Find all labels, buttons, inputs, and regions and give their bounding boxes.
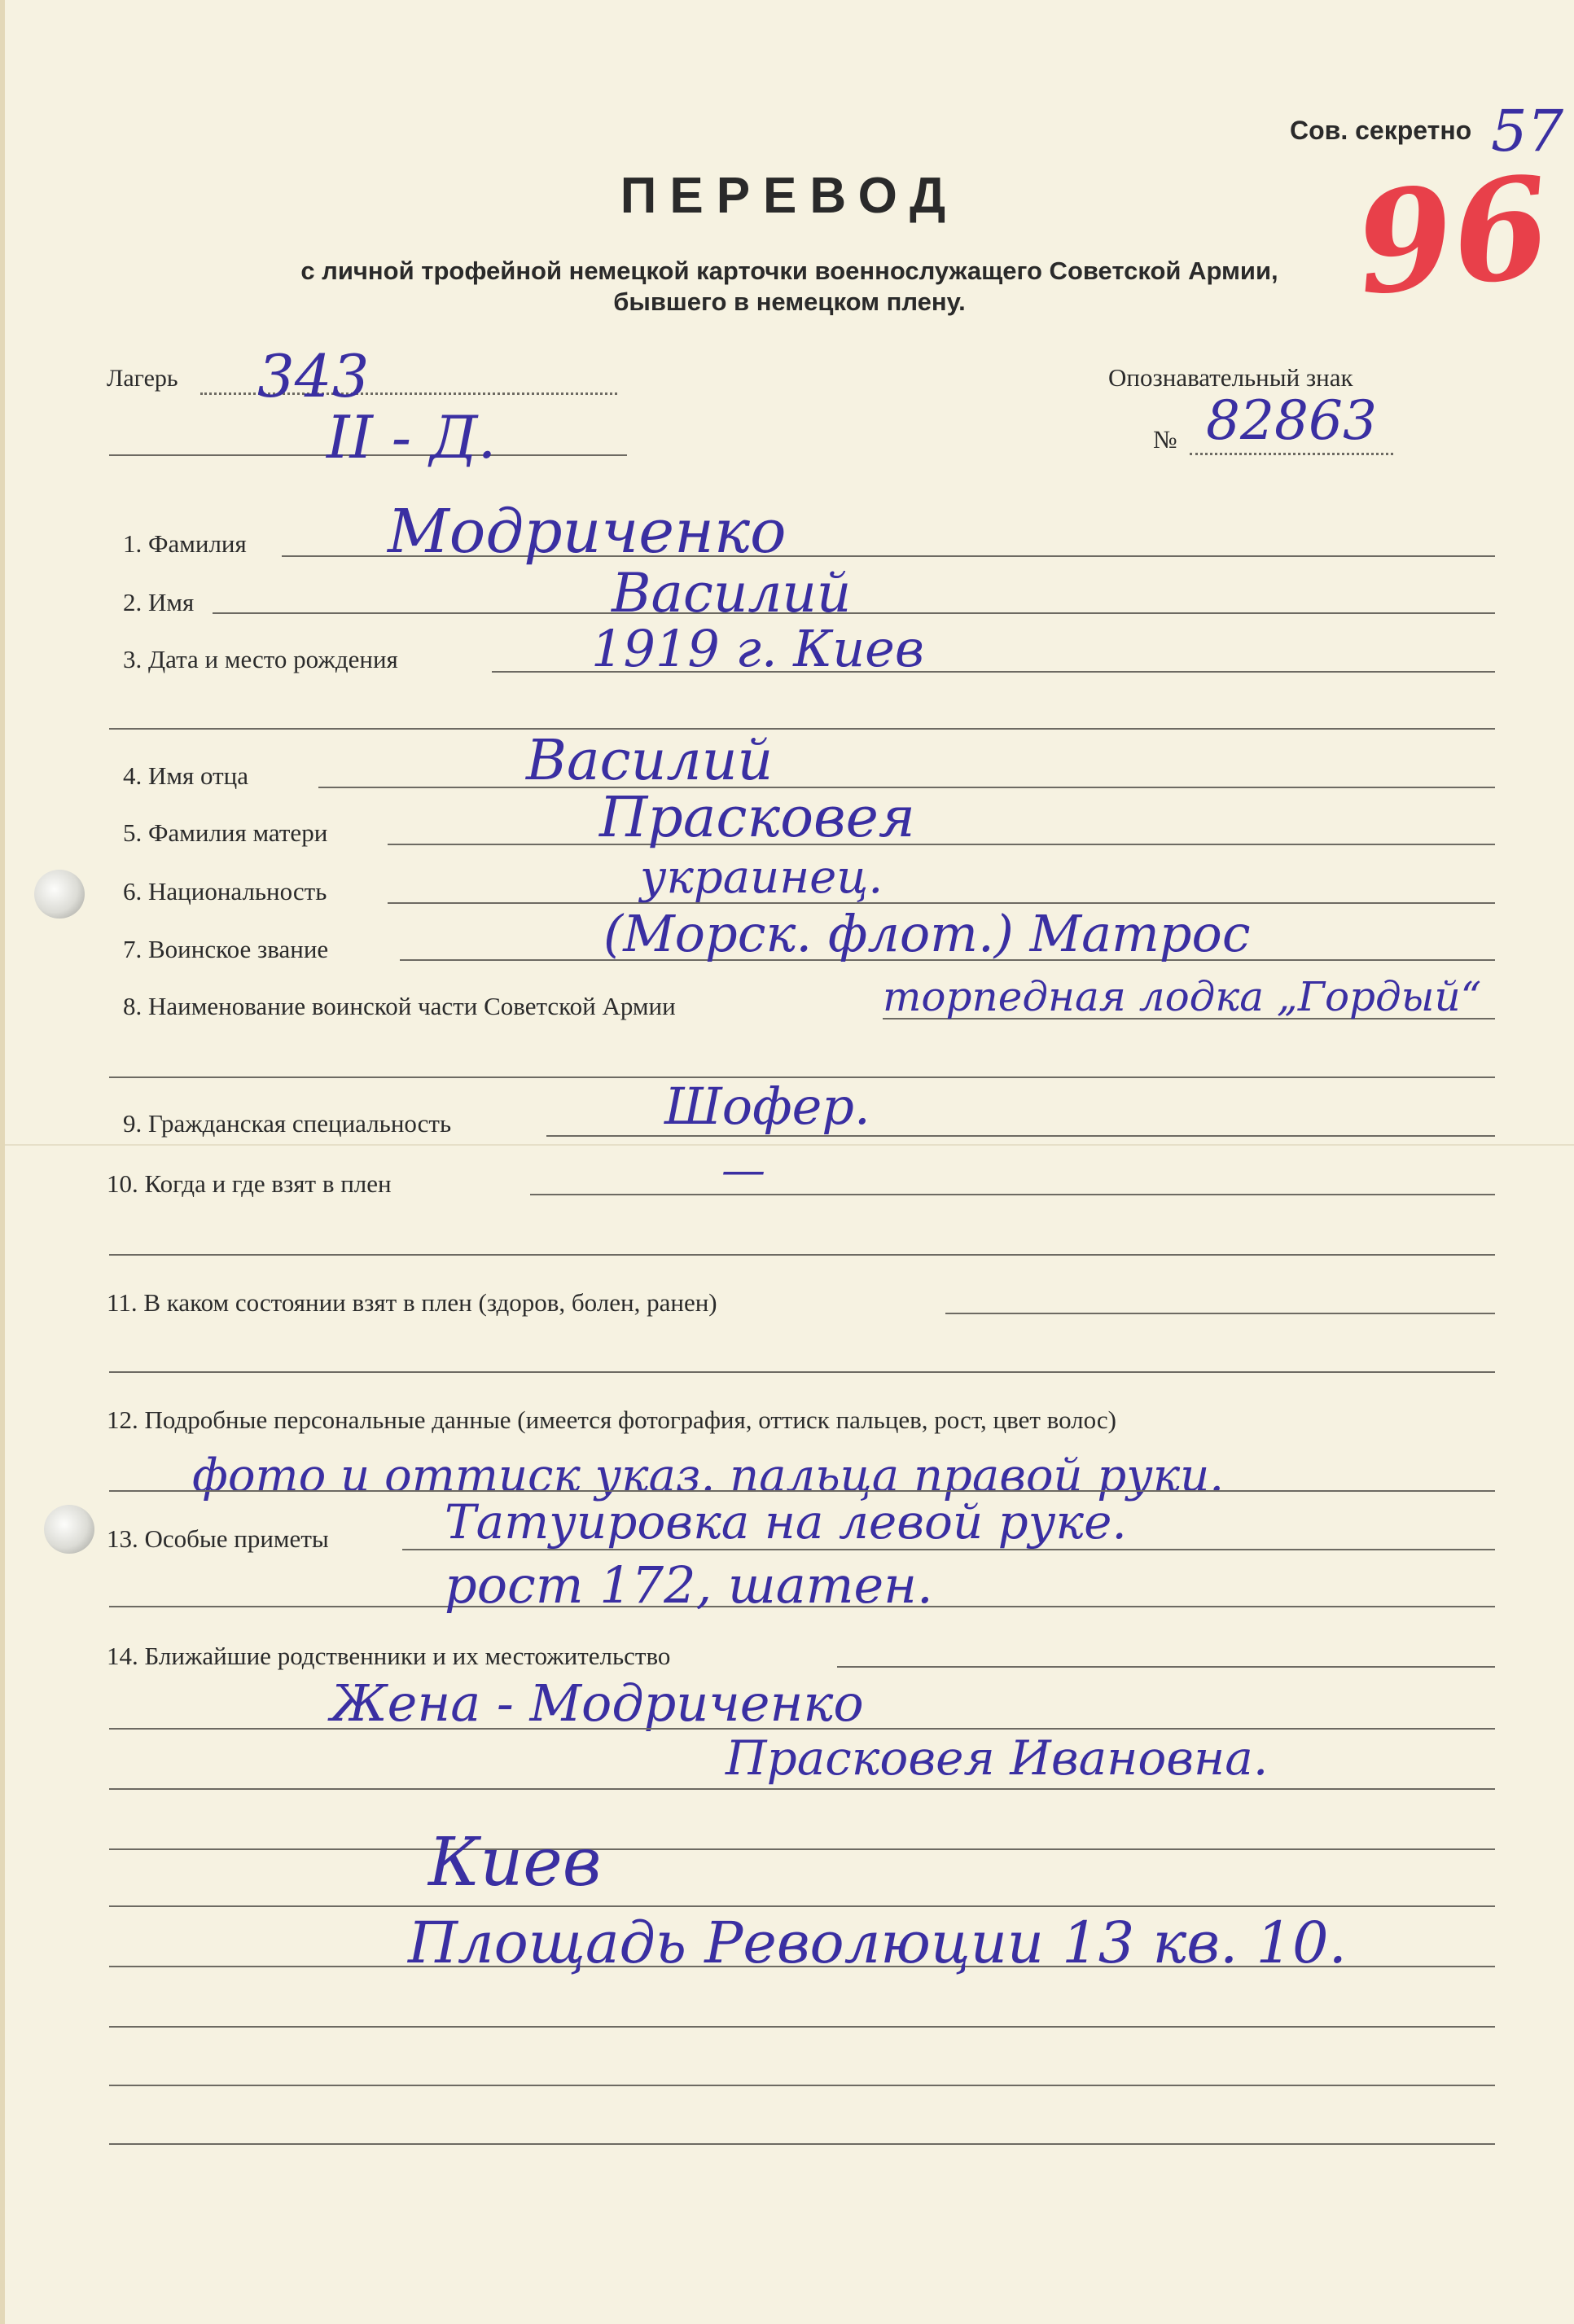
field-2-value: Василий (612, 562, 852, 625)
field-13-label: 13. Особые приметы (107, 1524, 329, 1553)
field-2-line (213, 612, 1495, 614)
field-14-extra-line-2 (109, 1788, 1495, 1790)
field-3-extra-line (109, 728, 1495, 730)
field-14-extra-line-8 (109, 2143, 1495, 2145)
document-subtitle-line2: бывшего в немецком плену. (613, 287, 966, 316)
field-14-value-1: Жена - Модриченко (331, 1673, 864, 1733)
field-14-value-3: Киев (428, 1824, 602, 1901)
field-1-label: 1. Фамилия (123, 529, 247, 558)
document-subtitle-line1: с личной трофейной немецкой карточки военнослужащего Советской Армии, (300, 257, 1278, 285)
field-5-label: 5. Фамилия матери (123, 818, 328, 847)
field-12-line (109, 1490, 1495, 1492)
punch-hole-bottom (44, 1505, 94, 1554)
field-13-value-2: рост 172, шатен. (445, 1555, 933, 1615)
page-fold (5, 1144, 1574, 1146)
camp-value-1: 343 (257, 342, 370, 410)
document-title: ПЕРЕВОД (620, 168, 959, 224)
field-1-value: Модриченко (388, 497, 787, 567)
field-11-extra-line (109, 1371, 1495, 1373)
field-14-line (837, 1666, 1495, 1668)
field-9-value: Шофер. (664, 1076, 870, 1136)
field-3-value: 1919 г. Киев (591, 619, 924, 678)
field-11-line (945, 1313, 1495, 1314)
field-10-value: — (721, 1144, 765, 1195)
id-tag-number-prefix: № (1153, 425, 1177, 454)
field-10-extra-line (109, 1254, 1495, 1256)
camp-label: Лагерь (107, 365, 178, 392)
field-5-line (388, 844, 1495, 845)
field-10-line (530, 1194, 1495, 1195)
field-12-value: фото и оттиск указ. пальца правой руки. (192, 1449, 1225, 1502)
field-3-label: 3. Дата и место рождения (123, 645, 398, 673)
field-14-extra-line-6 (109, 2026, 1495, 2028)
classification-label: Сов. секретно (1290, 116, 1472, 145)
field-8-label: 8. Наименование воинской части Советской Армии (123, 992, 676, 1020)
field-14-label: 14. Ближайшие родственники и их местожительство (107, 1642, 671, 1670)
id-tag-value: 82863 (1206, 389, 1377, 452)
field-4-label: 4. Имя отца (123, 761, 249, 790)
camp-value-2: II - Д. (327, 403, 497, 471)
field-7-value: (Морск. флот.) Матрос (603, 904, 1251, 963)
field-4-value: Василий (526, 729, 774, 793)
field-10-label: 10. Когда и где взят в плен (107, 1169, 392, 1198)
field-7-label: 7. Воинское звание (123, 935, 329, 963)
field-14-extra-line-1 (109, 1728, 1495, 1730)
field-5-value: Прасковея (599, 786, 915, 850)
field-14-extra-line-3 (109, 1848, 1495, 1850)
field-11-label: 11. В каком состоянии взят в плен (здоров, болен, ранен) (107, 1288, 717, 1317)
field-6-value: украинец. (640, 851, 883, 904)
field-6-label: 6. Национальность (123, 877, 327, 905)
field-12-label: 12. Подробные персональные данные (имеется фотография, оттиск пальцев, рост, цвет волос) (107, 1405, 1116, 1434)
id-tag-line (1190, 453, 1393, 455)
field-14-value-4: Площадь Революции 13 кв. 10. (408, 1910, 1347, 1976)
field-8-value: торпедная лодка „Гордый“ (883, 973, 1482, 1020)
corner-handwritten-mark: 57 (1491, 98, 1564, 164)
field-14-value-2: Прасковея Ивановна. (726, 1730, 1269, 1786)
field-13-value-1: Татуировка на левой руке. (445, 1494, 1127, 1550)
field-2-label: 2. Имя (123, 588, 195, 616)
field-9-label: 9. Гражданская специальность (123, 1109, 452, 1138)
punch-hole-top (34, 870, 85, 919)
field-14-extra-line-4 (109, 1905, 1495, 1907)
field-14-extra-line-7 (109, 2085, 1495, 2086)
red-pencil-mark: 96 (1348, 145, 1558, 327)
id-tag-label: Опознавательный знак (1108, 363, 1353, 392)
